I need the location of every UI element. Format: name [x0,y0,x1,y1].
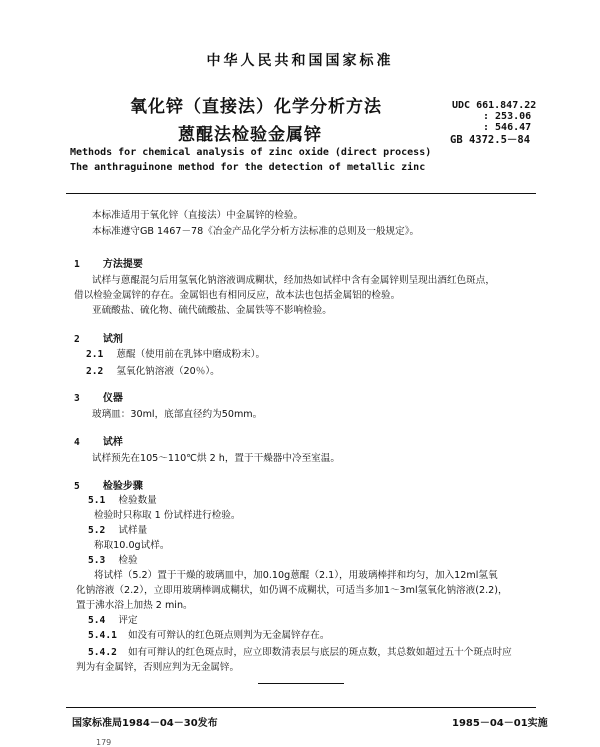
effective-date: 1985－04－01实施 [452,718,548,729]
english-title-line2: The anthraguinone method for the detection of metallic zinc [70,162,426,173]
section-1-para-line3: 亚硫酸盐、硫化物、硫代硫酸盐、金属铁等不影响检验。 [92,305,332,316]
subsection-number: 5.3 [88,555,106,566]
subsection-title: 试样量 [118,525,148,536]
document-title-line1: 氧化锌（直接法）化学分析方法 [130,97,382,117]
reagent-item [86,365,220,379]
clause-text: 如有可辩认的红色斑点时，应立即数清表层与底层的斑点数，其总数如超过五十个斑点时应 [127,647,512,658]
subsection-title: 检验数量 [118,495,157,506]
clause-5-4-1 [88,629,329,643]
end-mark-line [258,683,344,684]
subsection-5-3-para-line1: 将试样（5.2）置于干燥的玻璃皿中，加0.10g蒽醌（2.1），用玻璃棒拌和均匀，加入12ml氢氧 [94,570,498,581]
clause-number: 5.4.2 [88,647,117,658]
intro-compliance: 本标准遵守GB 1467－78《冶金产品化学分析方法标准的总则及一般规定》。 [92,226,420,237]
footer-divider [66,707,536,708]
header-divider [66,193,536,194]
udc-line2: : 253.06 [483,111,532,122]
issue-date: 国家标准局1984－04－30发布 [72,718,218,729]
section-number: 2 [74,334,80,345]
section-number: 1 [74,259,80,270]
section-4-heading [74,430,123,449]
clause-number: 5.4.1 [88,630,117,641]
section-2-heading [74,327,123,346]
section-title: 方法提要 [102,259,143,270]
english-title-line1: Methods for chemical analysis of zinc oxide (direct process) [70,147,432,158]
subsection-5-3-para-line3: 置于沸水浴上加热 2 min。 [76,600,193,611]
section-1-para-line1: 试样与蒽醌混匀后用氢氧化钠溶液调成糊状，经加热如试样中含有金属锌则呈现出酒红色斑点， [92,275,495,286]
document-title-line2: 蒽醌法检验金属锌 [178,125,322,145]
section-1-heading [74,252,143,271]
section-number: 5 [74,481,80,492]
subsection-5-1-para: 检验时只称取 1 份试样进行检验。 [94,510,241,521]
udc-line3: : 546.47 [483,122,532,133]
clause-5-4-2-continued: 判为有金属锌，否则应判为无金属锌。 [76,662,240,673]
section-5-heading [74,474,143,493]
subsection-5-2-para: 称取10.0g试样。 [94,540,170,551]
subsection-5-3-heading [88,554,138,568]
udc-line1: UDC 661.847.22 [452,100,537,111]
subsection-number: 5.2 [88,525,106,536]
section-number: 4 [74,437,80,448]
subsection-5-3-para-line2: 化钠溶液（2.2），立即用玻璃棒调成糊状，如仍调不成糊状，可适当多加1～3ml氢氧化钠溶液(2.2)， [76,585,508,596]
subsection-5-2-heading [88,524,147,538]
item-text: 氢氧化钠溶液（20％）。 [116,366,220,377]
subsection-title: 评定 [118,615,138,626]
section-4-para: 试样预先在105～110℃烘 2 h，置于干燥器中冷至室温。 [92,453,340,464]
subsection-5-1-heading [88,494,157,508]
national-standard-heading: 中华人民共和国国家标准 [206,53,394,69]
reagent-item [86,348,265,362]
section-3-heading [74,386,123,405]
subsection-number: 5.1 [88,495,106,506]
section-title: 仪器 [102,393,123,404]
intro-scope: 本标准适用于氧化锌（直接法）中金属锌的检验。 [92,210,304,221]
subsection-5-4-heading [88,614,138,628]
udc-classification [452,100,536,133]
subsection-title: 检验 [118,555,138,566]
section-number: 3 [74,393,80,404]
gb-number: GB 4372.5－84 [450,134,531,146]
item-number: 2.1 [86,349,104,360]
item-text: 蒽醌（使用前在乳钵中磨成粉末）。 [116,349,266,360]
section-title: 试剂 [102,334,123,345]
section-title: 检验步骤 [102,481,143,492]
clause-text: 如没有可辩认的红色斑点则判为无金属锌存在。 [127,630,330,641]
item-number: 2.2 [86,366,104,377]
clause-5-4-2 [88,646,512,660]
section-3-para: 玻璃皿：30ml，底部直径约为50mm。 [92,409,263,420]
section-1-para-line2: 借以检验金属锌的存在。金属铝也有相同反应，故本法也包括金属铝的检验。 [74,290,401,301]
subsection-number: 5.4 [88,615,106,626]
section-title: 试样 [102,437,123,448]
page-number: 179 [96,738,112,747]
